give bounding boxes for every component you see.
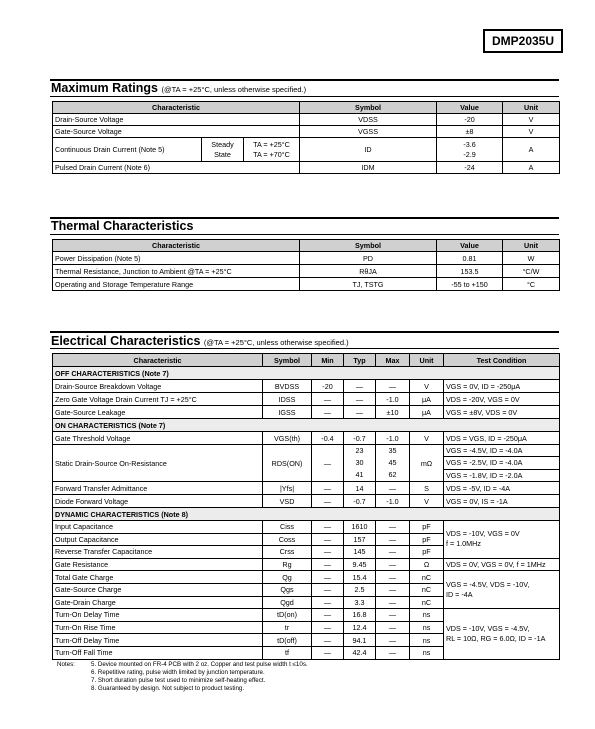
cell-min: —	[312, 621, 344, 634]
cell-unit: W	[503, 252, 560, 265]
part-number-box	[483, 29, 563, 53]
cell-condition: VDS = -5V, ID = -4A	[444, 482, 560, 495]
cell-min: —	[312, 495, 344, 508]
header-unit: Unit	[503, 240, 560, 252]
cell-max: -1.0	[376, 393, 410, 406]
cell-max: —	[376, 609, 410, 622]
cell-condition: VGS = 0V, IS = -1A	[444, 495, 560, 508]
cell-symbol: |Yfs|	[263, 482, 312, 495]
cell-typ: -0.7	[344, 432, 376, 445]
cond-line: RL = 10Ω, RG = 6.0Ω, ID = -1A	[446, 633, 546, 643]
cell-unit: μA	[410, 393, 444, 406]
cell-min: —	[312, 571, 344, 584]
cell-symbol: Qgs	[263, 583, 312, 596]
cell-symbol: IGSS	[263, 406, 312, 419]
cell-min: —	[312, 482, 344, 495]
header-value: Value	[437, 240, 503, 252]
notes-label: Notes:	[57, 661, 75, 668]
cell-condition: VGS = -2.5V, ID = -4.0A	[444, 457, 560, 469]
cell-symbol: VDSS	[300, 114, 437, 126]
cell-max: —	[376, 583, 410, 596]
header-value: Value	[437, 102, 503, 114]
note-line: 8. Guaranteed by design. Not subject to product testing.	[91, 685, 245, 692]
header-characteristic: Characteristic	[53, 102, 300, 114]
cell-condition: VDS = VGS, ID = -250μA	[444, 432, 560, 445]
cell-condition: VGS = -4.5V, ID = -4.0A	[444, 445, 560, 457]
section-rule	[50, 234, 559, 235]
cell-characteristic: Static Drain-Source On-Resistance	[53, 445, 263, 482]
cell-unit: S	[410, 482, 444, 495]
cell-min: —	[312, 583, 344, 596]
cell-max: —	[376, 621, 410, 634]
cell-typ: —	[344, 393, 376, 406]
cell-symbol: VGS(th)	[263, 432, 312, 445]
header-symbol: Symbol	[300, 102, 437, 114]
table-row	[53, 114, 560, 126]
table-header-row	[53, 102, 560, 114]
section-rule	[50, 331, 559, 333]
cell-characteristic: Gate-Source Voltage	[53, 126, 300, 138]
cell-unit: pF	[410, 533, 444, 546]
cell-typ	[344, 445, 376, 482]
cell-characteristic: Gate Resistance	[53, 558, 263, 571]
thermal-heading	[51, 219, 193, 233]
cell-symbol: IDM	[300, 162, 437, 174]
cell-characteristic: Diode Forward Voltage	[53, 495, 263, 508]
cell-characteristic: Drain-Source Voltage	[53, 114, 300, 126]
group-on-label: ON CHARACTERISTICS (Note 7)	[53, 419, 560, 432]
cell-characteristic: Thermal Resistance, Junction to Ambient @TA = +25°C	[53, 265, 300, 278]
cell-symbol: tD(on)	[263, 609, 312, 622]
cell-typ: 12.4	[344, 621, 376, 634]
cell-symbol: VGSS	[300, 126, 437, 138]
cell-condition	[444, 521, 560, 559]
cell-symbol: RDS(ON)	[263, 445, 312, 482]
table-row	[53, 393, 560, 406]
cell-characteristic: Gate-Source Leakage	[53, 406, 263, 419]
table-row	[53, 162, 560, 174]
table-row	[53, 265, 560, 278]
cell-value: -55 to +150	[437, 278, 503, 291]
cell-min: —	[312, 634, 344, 647]
cell-condition: VDS = 0V, VGS = 0V, f = 1MHz	[444, 558, 560, 571]
electrical-heading	[51, 334, 349, 348]
cell-typ: 14	[344, 482, 376, 495]
cell-unit: ns	[410, 634, 444, 647]
value-line: -2.9	[463, 149, 476, 159]
max-line: 62	[388, 470, 397, 479]
cond-line: State	[214, 149, 231, 159]
cell-min: —	[312, 558, 344, 571]
cell-characteristic: Operating and Storage Temperature Range	[53, 278, 300, 291]
typ-line: 23	[355, 446, 364, 455]
cond-line: VDS = -10V, VGS = 0V	[446, 529, 520, 539]
cell-typ: —	[344, 380, 376, 393]
table-row	[53, 432, 560, 445]
max-line: 45	[388, 458, 397, 467]
cell-symbol: Ciss	[263, 521, 312, 534]
cell-symbol: ID	[300, 138, 437, 162]
note-line: 7. Short duration pulse test used to minimize self-heating effect.	[91, 677, 266, 684]
cell-characteristic: Gate Threshold Voltage	[53, 432, 263, 445]
electrical-note: (@TA = +25°C, unless otherwise specified.)	[203, 338, 349, 347]
group-off-label: OFF CHARACTERISTICS (Note 7)	[53, 367, 560, 380]
cell-characteristic: Reverse Transfer Capacitance	[53, 546, 263, 559]
cell-unit: ns	[410, 621, 444, 634]
cell-max: —	[376, 646, 410, 659]
max-ratings-title: Maximum Ratings	[51, 81, 158, 95]
cell-unit: °C	[503, 278, 560, 291]
cell-max: —	[376, 380, 410, 393]
cell-value: ±8	[437, 126, 503, 138]
cell-min: —	[312, 445, 344, 482]
cell-unit: °C/W	[503, 265, 560, 278]
section-rule	[50, 96, 559, 97]
cell-max: —	[376, 596, 410, 609]
cell-unit: nC	[410, 583, 444, 596]
cell-unit: V	[503, 126, 560, 138]
table-header-row	[53, 240, 560, 252]
cell-condition: VGS = ±8V, VDS = 0V	[444, 406, 560, 419]
max-ratings-note: (@TA = +25°C, unless otherwise specified.)	[161, 85, 307, 94]
header-characteristic: Characteristic	[53, 354, 263, 367]
table-row	[53, 558, 560, 571]
notes-lines	[91, 661, 308, 693]
cell-typ: 157	[344, 533, 376, 546]
table-row	[53, 571, 560, 584]
cell-unit: V	[410, 495, 444, 508]
group-row	[53, 367, 560, 380]
cell-max: —	[376, 571, 410, 584]
cell-characteristic: Continuous Drain Current (Note 5)	[53, 138, 202, 162]
group-row	[53, 508, 560, 521]
cell-unit: pF	[410, 521, 444, 534]
cell-symbol: Coss	[263, 533, 312, 546]
cell-max: —	[376, 546, 410, 559]
cell-min: —	[312, 521, 344, 534]
cell-min: —	[312, 406, 344, 419]
cell-min: —	[312, 609, 344, 622]
max-line: 35	[388, 446, 397, 455]
max-ratings-heading	[51, 81, 306, 95]
note-line: 6. Repetitive rating, pulse width limited by junction temperature.	[91, 669, 265, 676]
cell-typ: 15.4	[344, 571, 376, 584]
cell-unit: nC	[410, 596, 444, 609]
typ-line: 41	[355, 470, 364, 479]
cell-characteristic: Input Capacitance	[53, 521, 263, 534]
cell-max: ±10	[376, 406, 410, 419]
cell-characteristic: Turn-Off Delay Time	[53, 634, 263, 647]
cell-unit: V	[503, 114, 560, 126]
table-row	[53, 495, 560, 508]
cell-characteristic: Gate-Source Charge	[53, 583, 263, 596]
cell-symbol: tf	[263, 646, 312, 659]
cell-symbol: VSD	[263, 495, 312, 508]
typ-line: 30	[355, 458, 364, 467]
header-symbol: Symbol	[300, 240, 437, 252]
cond-line: f = 1.0MHz	[446, 539, 481, 549]
header-min: Min	[312, 354, 344, 367]
cell-max: —	[376, 558, 410, 571]
cell-typ: 42.4	[344, 646, 376, 659]
table-row	[53, 521, 560, 534]
header-test-condition: Test Condition	[444, 354, 560, 367]
thermal-table	[52, 239, 560, 291]
cell-condition: VDS = -20V, VGS = 0V	[444, 393, 560, 406]
temp-line: TA = +70°C	[253, 149, 290, 159]
temp-line: TA = +25°C	[253, 139, 290, 149]
cell-symbol: Qgd	[263, 596, 312, 609]
header-unit: Unit	[410, 354, 444, 367]
cell-value	[437, 138, 503, 162]
cell-unit: A	[503, 162, 560, 174]
cell-min: -20	[312, 380, 344, 393]
cell-symbol: Rg	[263, 558, 312, 571]
cell-characteristic: Turn-Off Fall Time	[53, 646, 263, 659]
cell-condition	[444, 609, 560, 659]
cell-unit: V	[410, 380, 444, 393]
cell-condition	[444, 571, 560, 609]
cell-unit: V	[410, 432, 444, 445]
cell-typ: 145	[344, 546, 376, 559]
cell-symbol: TJ, TSTG	[300, 278, 437, 291]
thermal-title: Thermal Characteristics	[51, 219, 194, 233]
cell-unit: μA	[410, 406, 444, 419]
cell-unit: nC	[410, 571, 444, 584]
cell-value: -20	[437, 114, 503, 126]
cell-unit: ns	[410, 609, 444, 622]
cell-condition: VGS = 0V, ID = -250μA	[444, 380, 560, 393]
table-row	[53, 278, 560, 291]
cell-temperature	[244, 138, 300, 162]
electrical-table	[52, 353, 560, 660]
cell-unit: Ω	[410, 558, 444, 571]
cell-min: —	[312, 393, 344, 406]
cell-characteristic: Forward Transfer Admittance	[53, 482, 263, 495]
cell-characteristic: Turn-On Delay Time	[53, 609, 263, 622]
cell-typ: 16.8	[344, 609, 376, 622]
header-characteristic: Characteristic	[53, 240, 300, 252]
header-typ: Typ	[344, 354, 376, 367]
cell-symbol: IDSS	[263, 393, 312, 406]
cond-line: VDS = -10V, VGS = -4.5V,	[446, 623, 530, 633]
cell-value: -24	[437, 162, 503, 174]
group-row	[53, 419, 560, 432]
cell-max: -1.0	[376, 495, 410, 508]
section-rule	[50, 348, 559, 349]
cell-condition: VGS = -1.8V, ID = -2.0A	[444, 469, 560, 481]
cell-symbol: RθJA	[300, 265, 437, 278]
header-unit: Unit	[503, 102, 560, 114]
cell-symbol: BVDSS	[263, 380, 312, 393]
cell-min: —	[312, 596, 344, 609]
note-line: 5. Device mounted on FR-4 PCB with 2 oz. Copper and test pulse width t ≤10s.	[91, 661, 308, 668]
cell-typ: —	[344, 406, 376, 419]
cell-max: —	[376, 482, 410, 495]
cell-max: —	[376, 634, 410, 647]
table-row	[53, 252, 560, 265]
group-dynamic-label: DYNAMIC CHARACTERISTICS (Note 8)	[53, 508, 560, 521]
cell-symbol: Qg	[263, 571, 312, 584]
cell-typ: 2.5	[344, 583, 376, 596]
header-symbol: Symbol	[263, 354, 312, 367]
table-row	[53, 406, 560, 419]
cell-symbol: tr	[263, 621, 312, 634]
cell-value: 0.81	[437, 252, 503, 265]
table-row	[53, 445, 560, 457]
table-row	[53, 609, 560, 622]
cell-characteristic: Turn-On Rise Time	[53, 621, 263, 634]
cell-unit: pF	[410, 546, 444, 559]
cell-min: -0.4	[312, 432, 344, 445]
cell-min: —	[312, 533, 344, 546]
cell-symbol: tD(off)	[263, 634, 312, 647]
cell-characteristic: Total Gate Charge	[53, 571, 263, 584]
cell-min: —	[312, 646, 344, 659]
cell-condition	[202, 138, 244, 162]
cell-typ: -0.7	[344, 495, 376, 508]
electrical-title: Electrical Characteristics	[51, 334, 201, 348]
cell-characteristic: Power Dissipation (Note 5)	[53, 252, 300, 265]
cell-characteristic: Gate-Drain Charge	[53, 596, 263, 609]
cell-typ: 1610	[344, 521, 376, 534]
cond-line: VGS = -4.5V, VDS = -10V,	[446, 579, 530, 589]
part-number: DMP2035U	[491, 34, 555, 48]
cell-typ: 3.3	[344, 596, 376, 609]
cell-characteristic: Output Capacitance	[53, 533, 263, 546]
cell-characteristic: Zero Gate Voltage Drain Current TJ = +25°C	[53, 393, 263, 406]
cell-typ: 94.1	[344, 634, 376, 647]
table-row	[53, 126, 560, 138]
cell-typ: 9.45	[344, 558, 376, 571]
table-header-row	[53, 354, 560, 367]
cell-value: 153.5	[437, 265, 503, 278]
table-row	[53, 138, 560, 162]
cell-max: -1.0	[376, 432, 410, 445]
value-line: -3.6	[463, 139, 476, 149]
cell-symbol: Crss	[263, 546, 312, 559]
cell-unit: ns	[410, 646, 444, 659]
table-row	[53, 380, 560, 393]
cond-line: Steady	[211, 139, 234, 149]
cell-unit: mΩ	[410, 445, 444, 482]
cond-line: ID = -4A	[446, 589, 473, 599]
cell-characteristic: Drain-Source Breakdown Voltage	[53, 380, 263, 393]
cell-symbol: PD	[300, 252, 437, 265]
max-ratings-table	[52, 101, 560, 174]
cell-max: —	[376, 521, 410, 534]
cell-unit: A	[503, 138, 560, 162]
cell-min: —	[312, 546, 344, 559]
header-max: Max	[376, 354, 410, 367]
table-row	[53, 482, 560, 495]
cell-characteristic: Pulsed Drain Current (Note 6)	[53, 162, 300, 174]
cell-max	[376, 445, 410, 482]
cell-max: —	[376, 533, 410, 546]
